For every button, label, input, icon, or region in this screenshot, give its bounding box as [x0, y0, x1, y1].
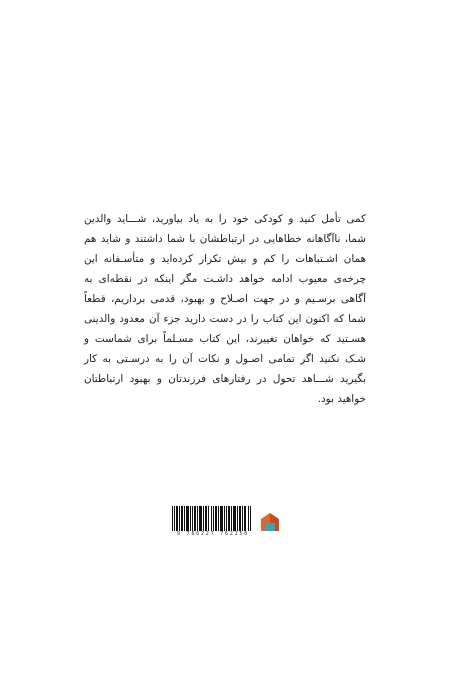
back-cover-description	[84, 209, 366, 409]
description-line: چرخه‌ی معیوب ادامه خواهد داشـت مگر اینکه در نقطه‌ای به	[84, 273, 366, 285]
isbn-barcode-digits: 9 786227 762150	[172, 531, 254, 538]
description-line: بگیرید شـــاهد تحول در رفتارهای فرزندتان و بهبود ارتباطتان	[84, 373, 366, 385]
description-line: شما، ناآگاهانه خطاهایی در ارتباطشان با شما داشتند و شاید هم	[84, 233, 366, 245]
description-line: کمی تأمل کنید و کودکی خود را به یاد بیاورید، شـــاید والدین	[84, 213, 366, 225]
description-line: شما که اکنون این کتاب را در دست دارید جزء آن معدود والدینی	[84, 313, 366, 325]
description-line: آگاهی برسـیم و در جهت اصـلاح و بهبود، قدمی برداریم، قطعاً	[84, 293, 366, 305]
description-line: خواهید بود.	[317, 393, 366, 405]
description-line: همان اشـتباهات را کم و بیش تکرار کرده‌اید و متأسـفانه این	[84, 253, 366, 265]
publisher-logo-icon	[258, 510, 282, 534]
description-line: شـک نکنید اگر تمامی اصـول و نکات آن را به درسـتی به کار	[84, 353, 366, 365]
description-line: هسـتید که خواهان تغییرند، این کتاب مسـلماً برای شماست و	[84, 333, 366, 345]
